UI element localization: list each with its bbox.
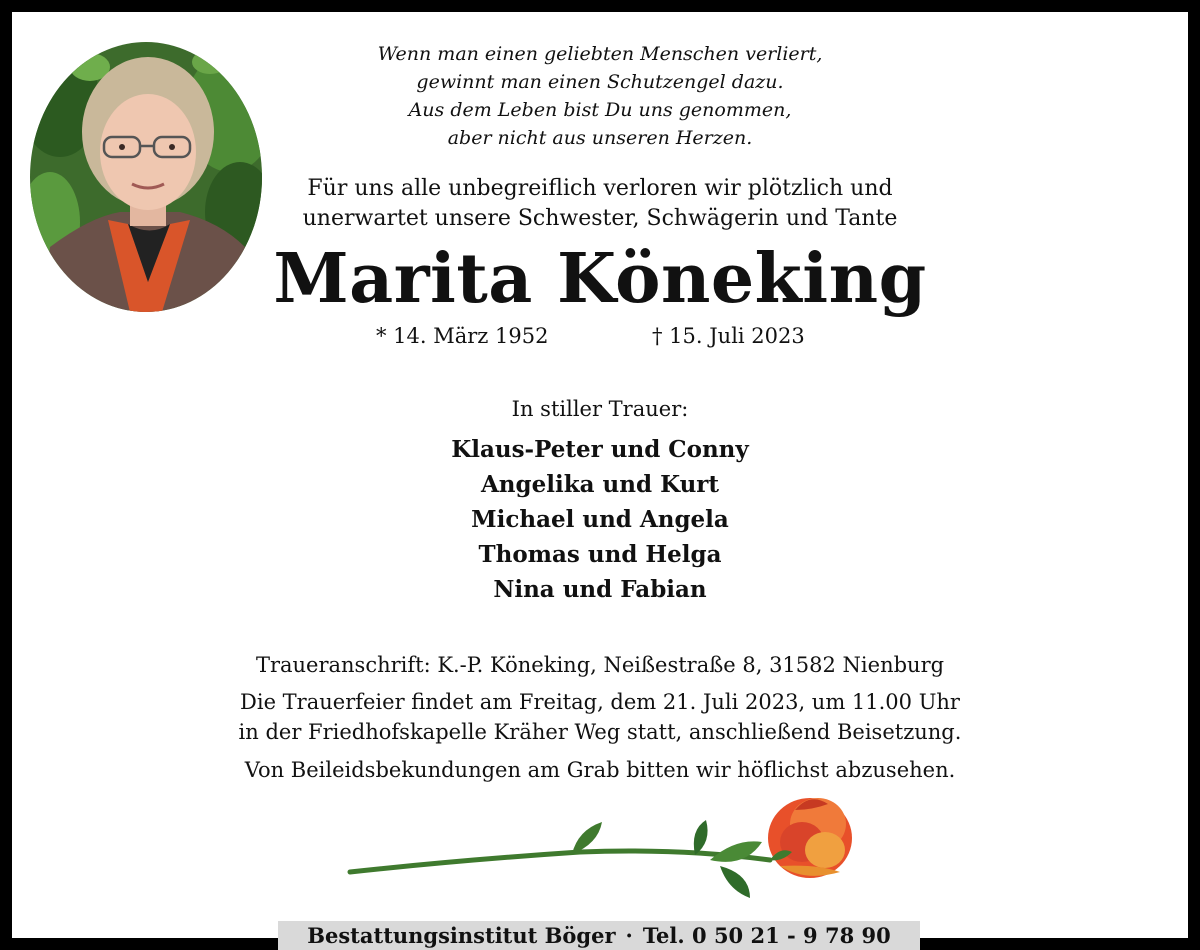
mourner-name: Michael und Angela: [471, 506, 729, 533]
birth-date: * 14. März 1952: [376, 324, 549, 348]
death-date: † 15. Juli 2023: [652, 324, 805, 348]
condolence-note: Von Beileidsbekundungen am Grab bitten wir höflichst abzusehen.: [244, 758, 956, 782]
deceased-name: Marita Köneking: [273, 239, 927, 319]
funeral-home-name: Bestattungsinstitut Böger: [307, 923, 616, 948]
funeral-home-footer: [278, 921, 920, 950]
intro-text: [240, 174, 960, 234]
poem-line: Wenn man einen geliebten Menschen verliert,: [377, 43, 823, 65]
mourning-address: Traueranschrift: K.-P. Köneking, Neißestraße 8, 31582 Nienburg: [255, 653, 945, 677]
mourners-list: [300, 432, 900, 607]
footer-separator: ·: [625, 923, 633, 948]
mourner-name: Thomas und Helga: [478, 541, 722, 568]
ceremony-line: Die Trauerfeier findet am Freitag, dem 21. Juli 2023, um 11.00 Uhr: [240, 690, 960, 714]
poem-line: gewinnt man einen Schutzengel dazu.: [416, 71, 784, 93]
poem-line: aber nicht aus unseren Herzen.: [447, 127, 753, 149]
mourning-intro: In stiller Trauer:: [511, 397, 689, 421]
intro-line: Für uns alle unbegreiflich verloren wir plötzlich und: [307, 176, 893, 201]
mourner-name: Angelika und Kurt: [480, 471, 720, 498]
intro-line: unerwartet unsere Schwester, Schwägerin und Tante: [302, 206, 898, 231]
funeral-home-phone: Tel. 0 50 21 - 9 78 90: [642, 923, 891, 948]
poem-line: Aus dem Leben bist Du uns genommen,: [408, 99, 792, 121]
rose-icon: [340, 780, 870, 915]
ceremony-line: in der Friedhofskapelle Kräher Weg statt, anschließend Beisetzung.: [238, 720, 962, 744]
poem: [300, 40, 900, 152]
mourner-name: Nina und Fabian: [493, 576, 707, 603]
ceremony-info: [100, 687, 1100, 747]
mourner-name: Klaus-Peter und Conny: [451, 436, 749, 463]
